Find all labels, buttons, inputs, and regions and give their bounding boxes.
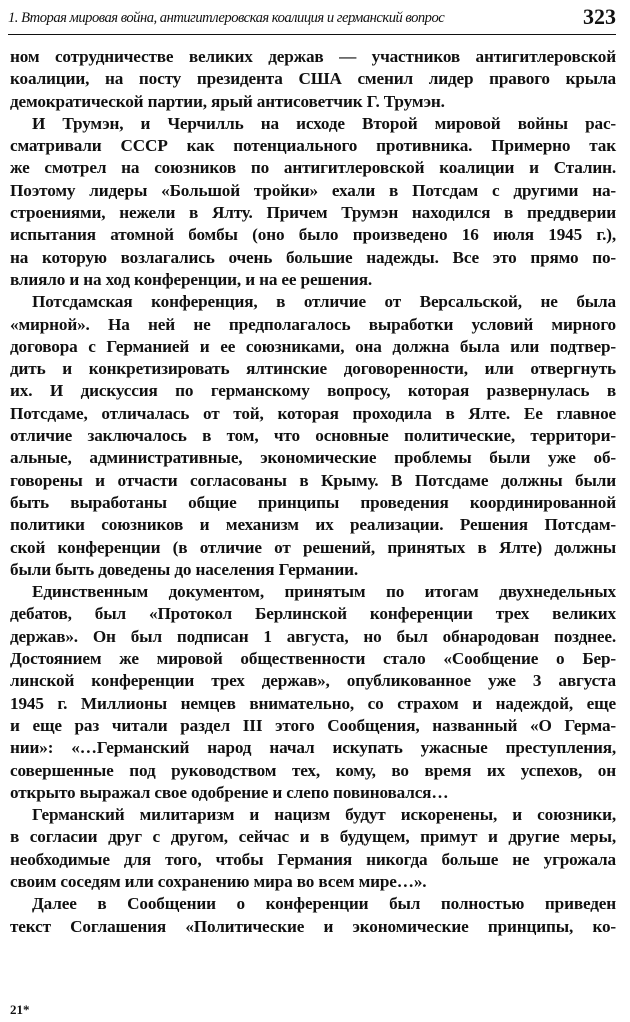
text-line: И Трумэн, и Черчилль на исходе Второй мировой войны рас- (32, 113, 616, 133)
text-line: необходимые для того, чтобы Германия никогда больше не угрожала (10, 849, 616, 869)
text-line: демократической партии, ярый антисоветчик Г. Трумэн. (10, 91, 445, 111)
text-line: нии»: «…Германский народ начал искупать ужасные преступления, (10, 738, 616, 758)
text-line: Единственным документом, принятым по итогам двухнедельных (32, 582, 616, 602)
text-line: быть выработаны общие принципы проведения координированной (10, 492, 616, 512)
text-line: открыто выражал свое одобрение и слепо повиновался… (10, 782, 449, 802)
text-line: говорены и отчасти согласованы в Крыму. В Потсдаме должны были (10, 470, 616, 490)
text-line: «мирной». На ней не предполагалось выработки условий мирного (10, 314, 616, 334)
running-title: 1. Вторая мировая война, антигитлеровская коалиция и германский вопрос (8, 10, 445, 26)
text-line: Поэтому лидеры «Большой тройки» ехали в Потсдам с другими на- (10, 180, 616, 200)
text-line: ской конференции (в отличие от решений, принятых в Ялте) должны (10, 537, 616, 557)
text-line: же смотрел на союзников по антигитлеровской коалиции и Сталин. (10, 158, 616, 178)
text-line: альные, административные, экономические проблемы были уже об- (10, 448, 616, 468)
body-text (10, 46, 616, 938)
text-line: в согласии друг с другом, сейчас и в будущем, примут и другие меры, (10, 827, 616, 847)
text-line: Потсдамская конференция, в отличие от Версальской, не была (32, 292, 616, 312)
signature-mark: 21* (10, 1002, 30, 1017)
text-line: на которую возлагались очень большие надежды. Все это прямо по- (10, 247, 616, 267)
running-header (8, 6, 616, 35)
text-line: испытания атомной бомбы (оно было произведено 16 июля 1945 г.), (10, 225, 616, 245)
text-line: 1945 г. Миллионы немцев внимательно, со страхом и надеждой, еще (10, 693, 616, 713)
text-line: Германский милитаризм и нацизм будут искоренены, и союзники, (32, 805, 616, 825)
text-line: дебатов, был «Протокол Берлинской конференции трех великих (10, 604, 616, 624)
text-line: договора с Германией и ее союзниками, она должна была или подтвер- (10, 336, 616, 356)
text-line: были быть доведены до населения Германии. (10, 559, 358, 579)
page-number: 323 (583, 4, 616, 29)
text-line: совершенные под руководством тех, кому, во время их успехов, он (10, 760, 616, 780)
text-line: Далее в Сообщении о конференции был полностью приведен (32, 894, 616, 914)
text-line: коалиции, на посту президента США сменил лидер правого крыла (10, 69, 616, 89)
text-line: сматривали СССР как потенциального противника. Примерно так (10, 136, 616, 156)
text-line: их. И дискуссия по германскому вопросу, которая развернулась в (10, 381, 616, 401)
text-line: Достоянием же мировой общественности стало «Сообщение о Бер- (10, 649, 616, 669)
text-line: текст Соглашения «Политические и экономические принципы, ко- (10, 916, 616, 936)
text-line: держав». Он был подписан 1 августа, но был обнародован позднее. (10, 626, 616, 646)
text-line: своим соседям или сохранению мира во всем мире…». (10, 871, 427, 891)
text-line: дить и конкретизировать ялтинские договоренности, или отвергнуть (10, 359, 616, 379)
text-line: отличие заключалось в том, что основные политические, территори- (10, 426, 616, 446)
text-line: линской конференции трех держав», опубликованное уже 3 августа (10, 671, 616, 691)
text-line: Потсдаме, отличалась от той, которая проходила в Ялте. Ее главное (10, 403, 616, 423)
text-line: и еще раз читали раздел III этого Сообщения, названный «О Герма- (10, 715, 616, 735)
text-line: ном сотрудничестве великих держав — участников антигитлеровской (10, 47, 616, 66)
text-line: строениями, нежели в Ялту. Причем Трумэн находился в преддверии (10, 203, 616, 223)
text-line: влияло и на ход конференции, и на ее решения. (10, 269, 373, 289)
text-line: политики союзников и механизм их реализации. Решения Потсдам- (10, 515, 616, 535)
